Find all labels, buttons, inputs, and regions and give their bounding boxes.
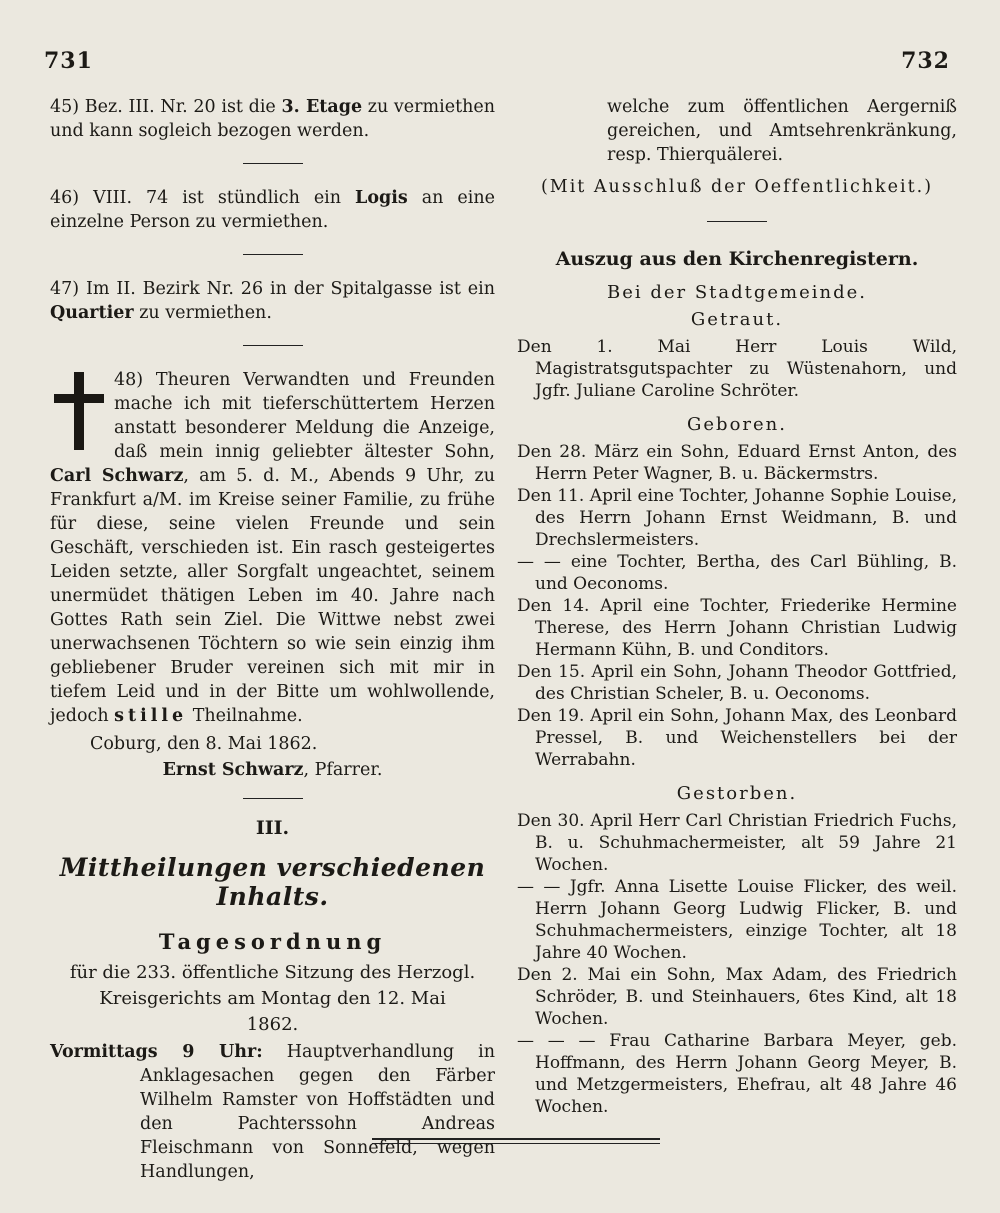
page-number-right: 732 xyxy=(901,48,950,74)
section-title: Mittheilungen verschiedenen Inhalts. xyxy=(59,853,486,911)
list-item: — — — Frau Catharine Barbara Meyer, geb. Hoffmann, des Herrn Johann Georg Meyer, B. und Metzgermeisters, Ehefrau, alt 48 Jahre 46 Wochen. xyxy=(517,1031,957,1117)
obituary-signer-title: , Pfarrer. xyxy=(303,760,383,780)
died-label: Gestorben. xyxy=(676,783,798,804)
list-item: Den 19. April ein Sohn, Johann Max, des Leonbard Pressel, B. und Weichenstellers bei der Werrabahn. xyxy=(517,706,957,770)
agenda-time-label: Vormittags 9 Uhr: xyxy=(50,1042,263,1062)
obituary xyxy=(50,368,495,782)
bottom-double-rule xyxy=(372,1138,660,1144)
ad-47-keyword: Quartier xyxy=(50,303,134,323)
obituary-signer: Ernst Schwarz xyxy=(162,760,304,780)
list-item: — — eine Tochter, Bertha, des Carl Bühling, B. und Oeconoms. xyxy=(517,552,957,594)
ad-47 xyxy=(50,277,495,325)
obituary-name: Carl Schwarz xyxy=(50,466,184,486)
divider xyxy=(707,221,767,222)
agenda-body-continued: welche zum öffentlichen Aergerniß gereichen, und Amtsehrenkränkung, resp. Thierquälerei. xyxy=(607,97,957,165)
divider xyxy=(243,345,303,346)
left-column xyxy=(50,95,495,1184)
divider xyxy=(243,163,303,164)
obituary-place-date: Coburg, den 8. Mai 1862. xyxy=(90,734,318,754)
agenda-line-2: Kreisgerichts am Montag den 12. Mai xyxy=(99,988,446,1009)
agenda-body-start: Hauptverhandlung in Anklagesachen gegen den Färber Wilhelm Ramster von Hoffstädten und den Pachterssohn Andreas Fleischmann von Sonnefeld, wegen Handlungen, xyxy=(140,1042,495,1182)
agenda-note: (Mit Ausschluß der Oeffentlichkeit.) xyxy=(540,177,934,197)
died-list xyxy=(517,810,957,1118)
obituary-text-start: 48) Theuren Verwandten und Freunden mache ich mit tieferschüttertem Herzen anstatt besonderer Meldung die Anzeige, daß mein innig geliebter ältester Sohn, xyxy=(114,370,495,462)
married-label: Getraut. xyxy=(690,309,784,330)
divider xyxy=(243,254,303,255)
agenda-line-3: 1862. xyxy=(246,1014,299,1035)
ad-45 xyxy=(50,95,495,143)
obituary-text-end: , am 5. d. M., Abends 9 Uhr, zu Frankfurt a/M. im Kreise seiner Familie, zu frühe für diese, seine vielen Freunde und sein Geschäft, verschieden ist. Ein rasch gesteigertes Leiden setzte, aller Sorgfalt ungeachtet, seinem unermüdet thätigen Leben im 40. Jahre nach Gottes Rath sein Ziel. Die Wittwe nebst zwei unerwachsenen Töchtern so wie sein einzig ihm gebliebener Bruder vereinen sich mit mir in tiefem Leid und in der Bitte um wohlwollende, jedoch xyxy=(50,466,495,726)
ad-47-suffix: zu vermiethen. xyxy=(133,303,272,323)
obituary-signature xyxy=(50,758,495,782)
ad-47-prefix: 47) Im II. Bezirk Nr. 26 in der Spitalgasse ist ein xyxy=(50,279,495,299)
ad-46-suffix: an eine einzelne Person zu vermiethen. xyxy=(50,188,495,232)
list-item: Den 28. März ein Sohn, Eduard Ernst Anton, des Herrn Peter Wagner, B. u. Bäckermstrs. xyxy=(517,442,957,484)
list-item: Den 2. Mai ein Sohn, Max Adam, des Friedrich Schröder, B. und Steinhauers, 6tes Kind, alt 18 Wochen. xyxy=(517,965,957,1029)
ad-46-keyword: Logis xyxy=(355,188,408,208)
born-list xyxy=(517,441,957,771)
list-item: Den 11. April eine Tochter, Johanne Sophie Louise, des Herrn Johann Ernst Weidmann, B. und Drechslermeisters. xyxy=(517,486,957,550)
married-list xyxy=(517,336,957,402)
obituary-emphasis: stille xyxy=(114,706,188,726)
church-register-title: Auszug aus den Kirchenregistern. xyxy=(555,248,919,270)
ad-46-prefix: 46) VIII. 74 ist stündlich ein xyxy=(50,188,356,208)
obituary-text xyxy=(50,368,495,728)
ad-45-prefix: 45) Bez. III. Nr. 20 ist die xyxy=(50,97,282,117)
list-item: Den 15. April ein Sohn, Johann Theodor Gottfried, des Christian Scheler, B. u. Oeconoms. xyxy=(517,662,957,704)
agenda-line-1: für die 233. öffentliche Sitzung des Herzogl. xyxy=(69,962,476,983)
born-label: Geboren. xyxy=(687,414,787,435)
ad-46 xyxy=(50,186,495,234)
page-number-left: 731 xyxy=(44,48,93,74)
divider xyxy=(243,798,303,799)
cross-icon xyxy=(54,372,104,450)
list-item: Den 1. Mai Herr Louis Wild, Magistratsgutspachter zu Wüstenahorn, und Jgfr. Juliane Caroline Schröter. xyxy=(517,337,957,401)
church-subtitle: Bei der Stadtgemeinde. xyxy=(606,282,868,303)
right-column xyxy=(517,95,957,1118)
ad-45-suffix: zu vermiethen und kann sogleich bezogen werden. xyxy=(50,97,496,141)
agenda-heading: Tagesordnung xyxy=(158,929,387,954)
list-item: — — Jgfr. Anna Lisette Louise Flicker, des weil. Herrn Johann Georg Ludwig Flicker, B. und Schuhmachermeisters, einzige Tochter, alt 18 Jahre 40 Wochen. xyxy=(517,877,957,963)
section-numeral: III. xyxy=(255,817,290,839)
agenda-body xyxy=(50,1040,495,1184)
list-item: Den 30. April Herr Carl Christian Friedrich Fuchs, B. u. Schuhmachermeister, alt 59 Jahre 21 Wochen. xyxy=(517,811,957,875)
obituary-text-tail: Theilnahme. xyxy=(187,706,303,726)
ad-45-keyword: 3. Etage xyxy=(281,97,363,117)
list-item: Den 14. April eine Tochter, Friederike Hermine Therese, des Herrn Johann Christian Ludwig Hermann Kühn, B. und Conditors. xyxy=(517,596,957,660)
